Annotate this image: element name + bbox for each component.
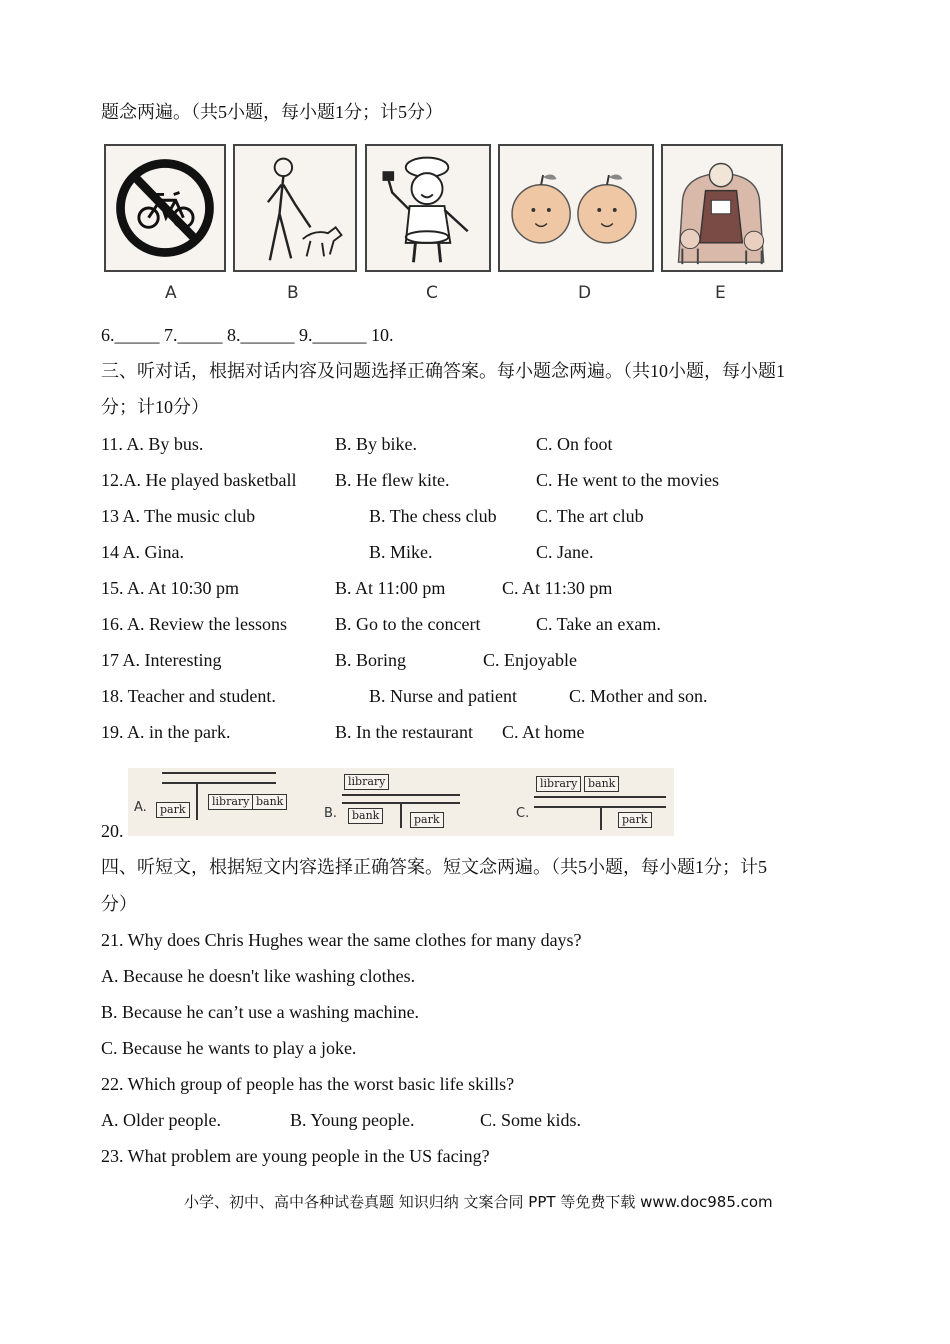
picture-c [365,144,491,272]
q14-option-a: 14 A. Gina. [101,542,184,562]
map-c-sign-bank: bank [584,776,619,792]
map-c-road [534,796,666,798]
map-a-sign-park: park [156,802,190,818]
q22-option-a: A. Older people. [101,1110,221,1130]
q21-question: 21. Why does Chris Hughes wear the same clothes for many days? [101,930,582,950]
section4-title-cont: 分） [101,894,137,914]
q11-option-c: C. On foot [536,434,613,454]
q12-option-c: C. He went to the movies [536,470,719,490]
q22-option-c: C. Some kids. [480,1110,582,1130]
q12-option-a: 12.A. He played basketball [101,470,297,490]
map-b-sign-library: library [344,774,389,790]
man-walking-dog-icon [235,146,355,270]
map-a-sign-bank: bank [252,794,287,810]
map-c-sign-library: library [536,776,581,792]
no-bicycle-sign-icon [106,146,224,270]
q19-option-b: B. In the restaurant [335,722,473,742]
q16-option-b: B. Go to the concert [335,614,481,634]
q15-option-c: C. At 11:30 pm [502,578,613,598]
map-b-sign-park: park [410,812,444,828]
q16-option-c: C. Take an exam. [536,614,661,634]
q22-question: 22. Which group of people has the worst basic life skills? [101,1074,515,1094]
q13-option-a: 13 A. The music club [101,506,256,526]
q21-option-b: B. Because he can’t use a washing machine. [101,1002,420,1022]
grandmother-with-kids-icon [663,146,781,270]
picture-label-c: C [426,283,438,303]
q14-option-c: C. Jane. [536,542,594,562]
q21-option-c: C. Because he wants to play a joke. [101,1038,357,1058]
q14-option-b: B. Mike. [369,542,433,562]
picture-b [233,144,357,272]
q23-question: 23. What problem are young people in the US facing? [101,1146,490,1166]
q13-option-c: C. The art club [536,506,644,526]
picture-a [104,144,226,272]
two-apples-icon [500,146,652,270]
q17-option-a: 17 A. Interesting [101,650,222,670]
map-b-road [400,802,402,828]
section3-title-cont: 分；计10分） [101,397,209,417]
q12-option-b: B. He flew kite. [335,470,450,490]
q18-option-a: 18. Teacher and student. [101,686,276,706]
q17-option-b: B. Boring [335,650,407,670]
map-a-road [196,782,198,820]
picture-label-b: B [287,283,299,303]
q11-option-a: 11. A. By bus. [101,434,204,454]
q15-option-a: 15. A. At 10:30 pm [101,578,240,598]
map-c-letter: C. [516,806,530,821]
q22-option-b: B. Young people. [290,1110,415,1130]
q19-option-c: C. At home [502,722,585,742]
q16-option-a: 16. A. Review the lessons [101,614,287,634]
map-a-road [162,782,276,784]
q20-map-figure [128,768,674,836]
picture-e [661,144,783,272]
picture-label-e: E [715,283,726,303]
answer-blanks: 6._____ 7._____ 8.______ 9.______ 10. [101,325,394,345]
chef-cooking-icon [367,146,489,270]
q18-option-b: B. Nurse and patient [369,686,517,706]
map-c-sign-park: park [618,812,652,828]
page-footer: 小学、初中、高中各种试卷真题 知识归纳 文案合同 PPT 等免费下载 www.doc985.com [184,1193,773,1211]
picture-d [498,144,654,272]
q17-option-c: C. Enjoyable [483,650,577,670]
q18-option-c: C. Mother and son. [569,686,708,706]
map-a-letter: A. [134,800,147,815]
map-b-sign-bank: bank [348,808,383,824]
map-a-road [162,772,276,774]
map-b-letter: B. [324,806,338,821]
q13-option-b: B. The chess club [369,506,497,526]
picture-label-a: A [165,283,177,303]
q20-number: 20. [101,821,124,841]
q15-option-b: B. At 11:00 pm [335,578,446,598]
map-a-sign-library: library [208,794,253,810]
section3-title: 三、听对话，根据对话内容及问题选择正确答案。每小题念两遍。（共10小题，每小题1 [101,361,785,381]
section4-title: 四、听短文，根据短文内容选择正确答案。短文念两遍。（共5小题，每小题1分；计5 [101,857,767,877]
intro-line: 题念两遍。（共5小题，每小题1分；计5分） [101,102,443,122]
q21-option-a: A. Because he doesn't like washing clothes. [101,966,416,986]
picture-label-d: D [578,283,592,303]
q11-option-b: B. By bike. [335,434,418,454]
q19-option-a: 19. A. in the park. [101,722,231,742]
map-c-road [600,806,602,830]
map-b-road [342,794,460,796]
